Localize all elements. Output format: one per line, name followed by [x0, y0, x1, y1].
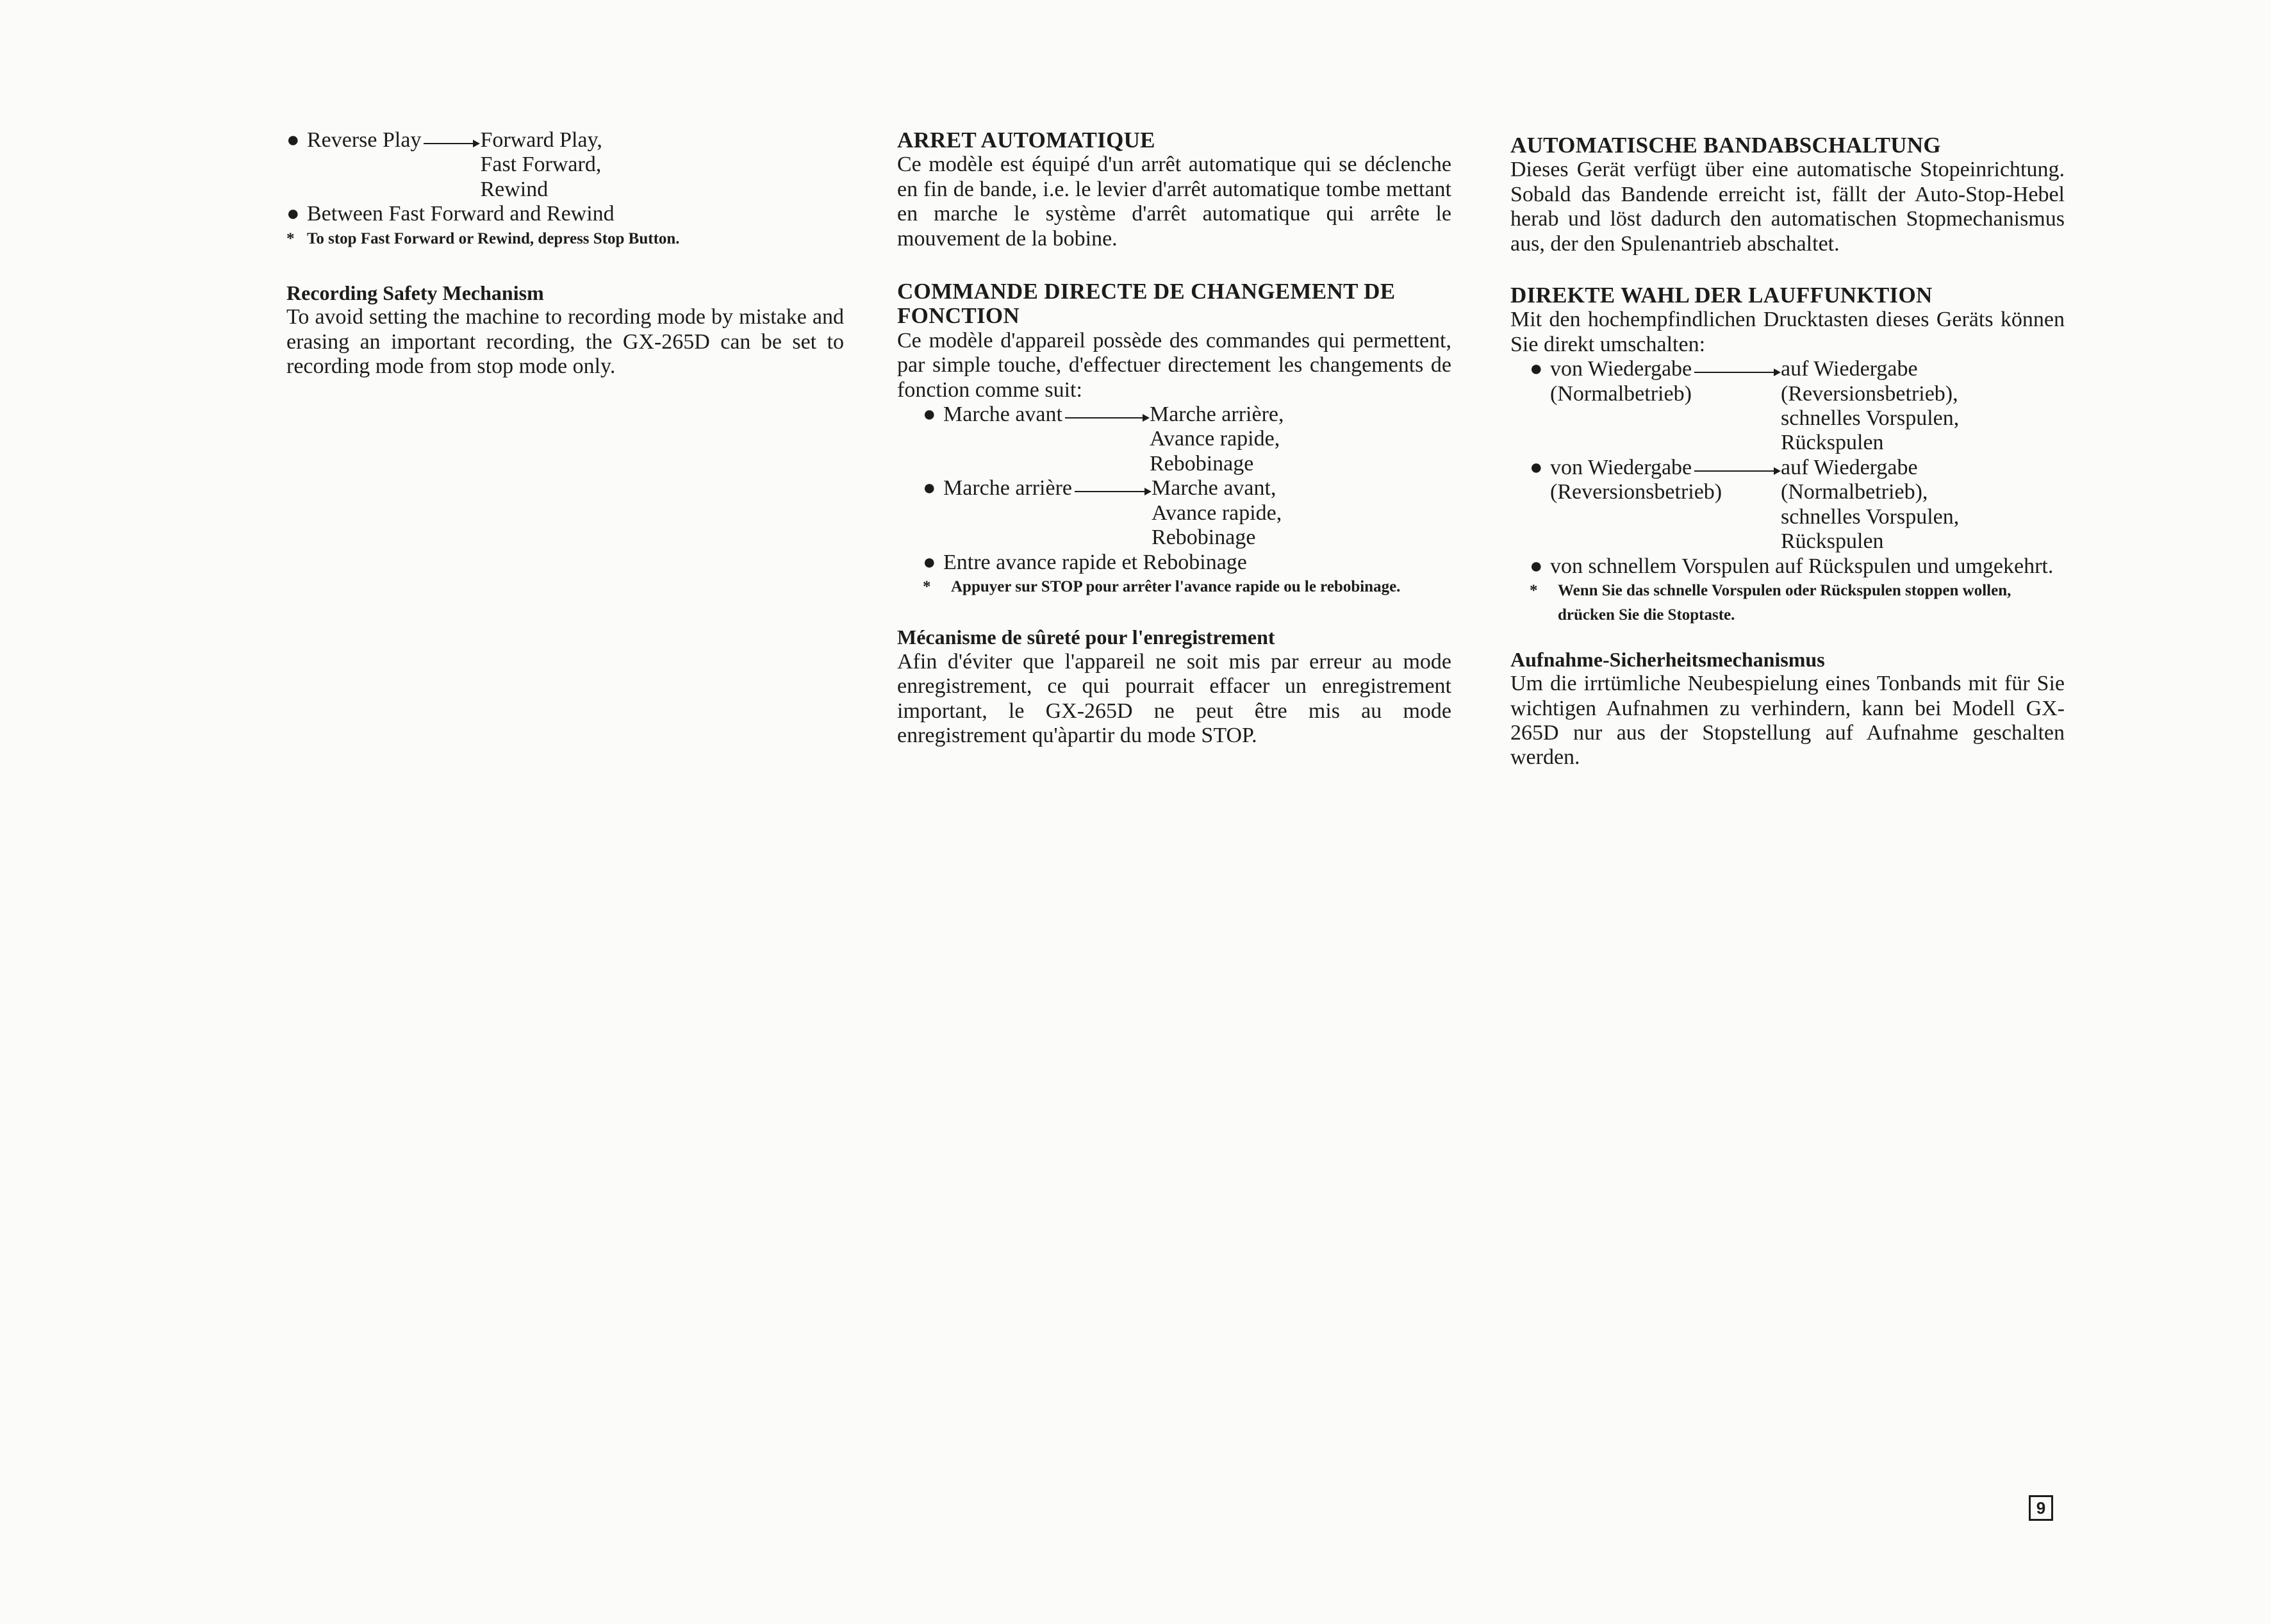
section-heading: COMMANDE DIRECTE DE CHANGEMENT DE FONCTION [897, 279, 1396, 329]
arrow-to: auf Wiedergabe (Normalbetrieb), schnelles Vorspulen, Rückspulen [1781, 455, 1960, 554]
bullet-icon: ● [923, 550, 936, 574]
arrow-to: Marche avant, Avance rapide, Rebobinage [1152, 476, 1282, 550]
note [923, 575, 1451, 599]
arrow-item-marche-avant [923, 402, 1451, 476]
english-column [286, 128, 844, 379]
asterisk-icon: * [1530, 581, 1538, 599]
german-column [1510, 133, 2065, 770]
arrow-from: von Wiedergabe [1550, 455, 1692, 479]
arrow-from: Marche avant [943, 402, 1062, 427]
arrow-from-sub: (Normalbetrieb) [1550, 381, 1692, 406]
arrow-item-reversionsbetrieb [1530, 456, 2065, 554]
bullet-icon: ● [923, 476, 936, 501]
bullet-between [923, 551, 1451, 575]
section-text: To avoid setting the machine to recording mode by mistake and erasing an important recording, the GX-265D can be set to recording mode from stop mode only. [286, 305, 844, 379]
arrow-right-icon [1072, 476, 1152, 501]
section-heading: Aufnahme-Sicherheitsmechanismus [1510, 647, 1825, 671]
bullet-between [286, 202, 844, 226]
bullet-icon: ● [1530, 357, 1543, 381]
section-heading: AUTOMATISCHE BANDABSCHALTUNG [1510, 133, 1941, 158]
bullet-icon: ● [1530, 455, 1543, 479]
arrow-to: auf Wiedergabe (Reversionsbetrieb), schnelles Vorspulen, Rückspulen [1781, 357, 1960, 455]
bullet-icon: ● [923, 402, 936, 427]
french-column [897, 128, 1451, 748]
bullet-icon: ● [286, 202, 300, 226]
arrow-from: Reverse Play [307, 128, 422, 152]
arrow-from: Marche arrière [943, 476, 1073, 501]
section-heading: ARRET AUTOMATIQUE [897, 128, 1155, 153]
bullet-text: Between Fast Forward and Rewind [307, 202, 615, 226]
bullet-icon: ● [1530, 554, 1543, 578]
note [1510, 579, 2065, 628]
bullet-text: von schnellem Vorspulen auf Rückspulen und umgekehrt. [1550, 554, 2054, 578]
note-text: Appuyer sur STOP pour arrêter l'avance rapide ou le rebobinage. [951, 577, 1401, 595]
arrow-right-icon [1062, 402, 1150, 427]
asterisk-icon: * [923, 577, 931, 595]
bullet-between [1510, 554, 2065, 579]
page-number: 9 [2029, 1495, 2053, 1521]
arrow-item-normalbetrieb [1530, 357, 2065, 456]
note-text: To stop Fast Forward or Rewind, depress Stop Button. [307, 229, 680, 247]
arrow-from-sub: (Reversionsbetrieb) [1550, 480, 1722, 504]
bullet-icon: ● [286, 128, 300, 152]
arrow-item-marche-arriere [923, 476, 1451, 550]
section-heading: DIREKTE WAHL DER LAUFFUNKTION [1510, 283, 1933, 308]
section-text: Dieses Gerät verfügt über eine automatische Stopeinrichtung. Sobald das Bandende erreicht ist, fällt der Auto-Stop-Hebel herab und löst dadurch den automatischen Stopmechanismus aus, der den Spulenantrieb abschaltet. [1510, 158, 2065, 256]
section-text: Ce modèle d'appareil possède des commandes qui permettent, par simple touche, d'effectuer directement les changements de fonction comme suit: [897, 328, 1451, 402]
section-heading: Mécanisme de sûreté pour l'enregistrement [897, 626, 1275, 649]
arrow-from: von Wiedergabe [1550, 357, 1692, 381]
note [286, 227, 844, 251]
arrow-to: Forward Play, Fast Forward, Rewind [480, 128, 602, 201]
arrow-right-icon [421, 128, 480, 153]
arrow-to: Marche arrière, Avance rapide, Rebobinage [1149, 402, 1284, 476]
asterisk-icon: * [286, 229, 295, 247]
section-text: Um die irrtümliche Neubespielung eines Tonbands mit für Sie wichtigen Aufnahmen zu verhindern, kann bei Modell GX-265D nur aus der Stopstellung auf Aufnahme geschalten werden. [1510, 672, 2065, 770]
arrow-item-reverse-play [286, 128, 844, 202]
section-text: Mit den hochempfindlichen Drucktasten dieses Geräts können Sie direkt umschalten: [1510, 308, 2065, 356]
bullet-text: Entre avance rapide et Rebobinage [943, 550, 1247, 574]
section-text: Ce modèle est équipé d'un arrêt automatique qui se déclenche en fin de bande, i.e. le levier d'arrêt automatique tombe mettant en marche le système d'arrêt automatique qui arrête le mouvement de la bobine. [897, 153, 1451, 251]
arrow-right-icon [1692, 456, 1781, 480]
section-text: Afin d'éviter que l'appareil ne soit mis par erreur au mode enregistrement, ce qui pourrait effacer un enregistrement important, le GX-265D ne peut être mis au mode enregistrement qu'àpartir du mode STOP. [897, 649, 1451, 747]
arrow-right-icon [1692, 357, 1781, 381]
note-text: Wenn Sie das schnelle Vorspulen oder Rückspulen stoppen wollen, drücken Sie die Stoptaste. [1558, 581, 2011, 624]
section-heading: Recording Safety Mechanism [286, 281, 544, 305]
